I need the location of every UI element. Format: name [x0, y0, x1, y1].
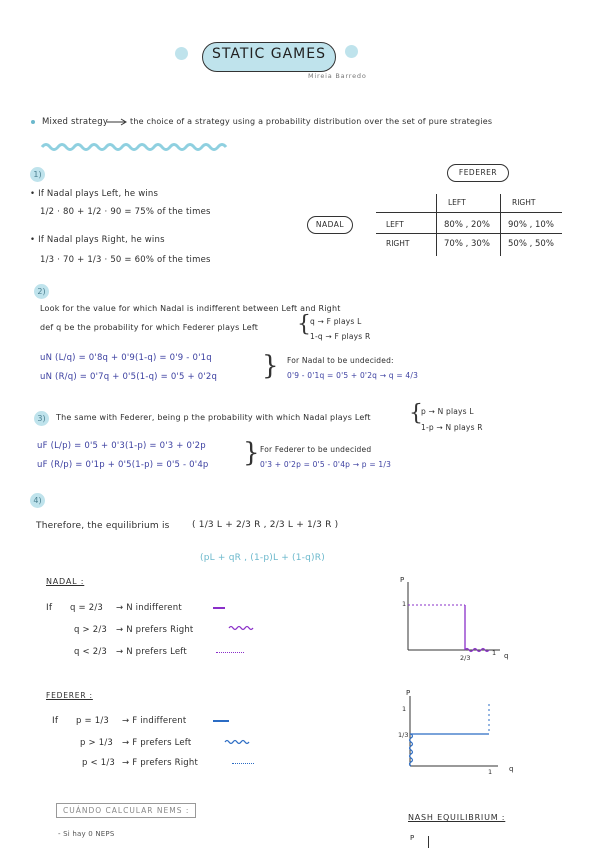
author-signature: Mireia Barredo: [308, 72, 367, 80]
nadal-text-2: → N prefers Right: [116, 625, 194, 635]
federer-graph-xlabel: q: [509, 765, 514, 773]
page-title: STATIC GAMES: [212, 46, 326, 62]
s2-case2: 1-q → F plays R: [310, 332, 371, 341]
brace: }: [243, 438, 260, 468]
table-cell: 50% , 50%: [508, 239, 554, 249]
nadal-graph-ytick: 1: [402, 600, 407, 608]
nadal-text-3: → N prefers Left: [116, 647, 187, 657]
s3-case2: 1-p → N plays R: [421, 423, 483, 432]
brace: {: [297, 312, 311, 337]
s4-equilibrium: ( 1/3 L + 2/3 R , 2/3 L + 1/3 R ): [192, 520, 339, 530]
section-2-badge: 2): [34, 284, 49, 299]
table-header-left: LEFT: [448, 198, 466, 207]
s3-solve: 0'3 + 0'2p = 0'5 - 0'4p → p = 1/3: [260, 460, 392, 469]
nadal-best-response-graph: [396, 574, 516, 666]
wavy-underline: [40, 142, 230, 152]
federer-cond-2: p > 1/3: [80, 738, 114, 748]
federer-heading: FEDERER :: [46, 691, 93, 700]
s3-case1: p → N plays L: [421, 407, 474, 416]
s2-solve: 0'9 - 0'1q = 0'5 + 0'2q → q = 4/3: [287, 371, 419, 380]
table-row-label-right: RIGHT: [386, 239, 410, 248]
table-header-right: RIGHT: [512, 198, 536, 207]
table-vline: [436, 194, 437, 256]
federer-graph-ytick2: 1/3: [398, 731, 409, 739]
nadal-cond-3: q < 2/3: [74, 647, 108, 657]
brace: {: [409, 401, 423, 426]
federer-text-1: → F indifferent: [122, 716, 187, 726]
nash-axis-label: P: [410, 834, 415, 842]
s2-cond: For Nadal to be undecided:: [287, 356, 394, 365]
s2-eq2: uN (R/q) = 0'7q + 0'5(1-q) = 0'5 + 0'2q: [40, 372, 218, 382]
nadal-cond-1: q = 2/3: [70, 603, 104, 613]
federer-graph-xtick: 1: [488, 768, 493, 776]
legend-wavy-purple: [228, 624, 254, 632]
section-1-badge: 1): [30, 167, 45, 182]
federer-cond-1: p = 1/3: [76, 716, 110, 726]
s2-line2: def q be the probability for which Federer plays Left: [40, 323, 259, 332]
s1-calc1: 1/2 · 80 + 1/2 · 90 = 75% of the times: [40, 207, 211, 217]
footer-note: - Si hay 0 NEPS: [58, 830, 115, 838]
nadal-graph-ylabel: P: [400, 576, 405, 584]
s3-line1: The same with Federer, being p the probability with which Nadal plays Left: [56, 413, 371, 422]
table-vline: [500, 194, 501, 256]
definition-text: the choice of a strategy using a probability distribution over the set of pure strategies: [130, 117, 493, 126]
federer-cond-3: p < 1/3: [82, 758, 116, 768]
when-to-calc-box: CUÁNDO CALCULAR NEMS :: [56, 803, 196, 818]
title-left-dot: [175, 47, 188, 60]
s4-general: (pL + qR , (1-p)L + (1-q)R): [200, 553, 325, 563]
title-right-dot: [345, 45, 358, 58]
nadal-if: If: [46, 603, 53, 613]
nadal-text-1: → N indifferent: [116, 603, 182, 613]
s2-line1: Look for the value for which Nadal is indifferent between Left and Right: [40, 304, 341, 313]
s1-line1: • If Nadal plays Left, he wins: [30, 189, 159, 199]
legend-line-blue: [213, 720, 229, 722]
table-hline: [376, 233, 562, 234]
nash-axis-line: [428, 836, 429, 848]
federer-text-3: → F prefers Right: [122, 758, 198, 768]
nash-heading: NASH EQUILIBRIUM :: [408, 813, 506, 822]
s1-line2: • If Nadal plays Right, he wins: [30, 235, 165, 245]
federer-text-2: → F prefers Left: [122, 738, 192, 748]
section-3-badge: 3): [34, 411, 49, 426]
federer-label: FEDERER: [447, 164, 509, 182]
table-cell: 90% , 10%: [508, 220, 554, 230]
table-cell: 70% , 30%: [444, 239, 490, 249]
federer-graph-ytick1: 1: [402, 705, 407, 713]
legend-wavy-blue: [224, 738, 250, 746]
s1-calc2: 1/3 · 70 + 1/3 · 50 = 60% of the times: [40, 255, 211, 265]
federer-best-response-graph: [398, 688, 508, 774]
table-hline: [376, 212, 562, 213]
federer-graph-ylabel: P: [406, 689, 411, 697]
table-cell: 80% , 20%: [444, 220, 490, 230]
legend-line-purple: [213, 607, 225, 609]
nadal-graph-xtick2: 1: [492, 649, 497, 657]
nadal-graph-xtick1: 2/3: [460, 654, 471, 662]
legend-dotted-blue: [232, 763, 254, 764]
arrow-icon: [106, 118, 128, 126]
brace: }: [262, 351, 279, 381]
table-row-label-left: LEFT: [386, 220, 404, 229]
s3-eq1: uF (L/p) = 0'5 + 0'3(1-p) = 0'3 + 0'2p: [37, 441, 206, 451]
federer-if: If: [52, 716, 59, 726]
nadal-cond-2: q > 2/3: [74, 625, 108, 635]
s2-case1: q → F plays L: [310, 317, 362, 326]
s3-cond: For Federer to be undecided: [260, 445, 372, 454]
definition-term: Mixed strategy: [42, 117, 109, 127]
s4-therefore: Therefore, the equilibrium is: [36, 521, 170, 531]
s3-eq2: uF (R/p) = 0'1p + 0'5(1-p) = 0'5 - 0'4p: [37, 460, 209, 470]
bullet-dot: [31, 120, 35, 124]
nadal-heading: NADAL :: [46, 577, 85, 586]
legend-dotted: [216, 652, 244, 653]
section-4-badge: 4): [30, 493, 45, 508]
nadal-graph-xlabel: q: [504, 652, 509, 660]
nadal-label: NADAL: [307, 216, 353, 234]
s2-eq1: uN (L/q) = 0'8q + 0'9(1-q) = 0'9 - 0'1q: [40, 353, 212, 363]
